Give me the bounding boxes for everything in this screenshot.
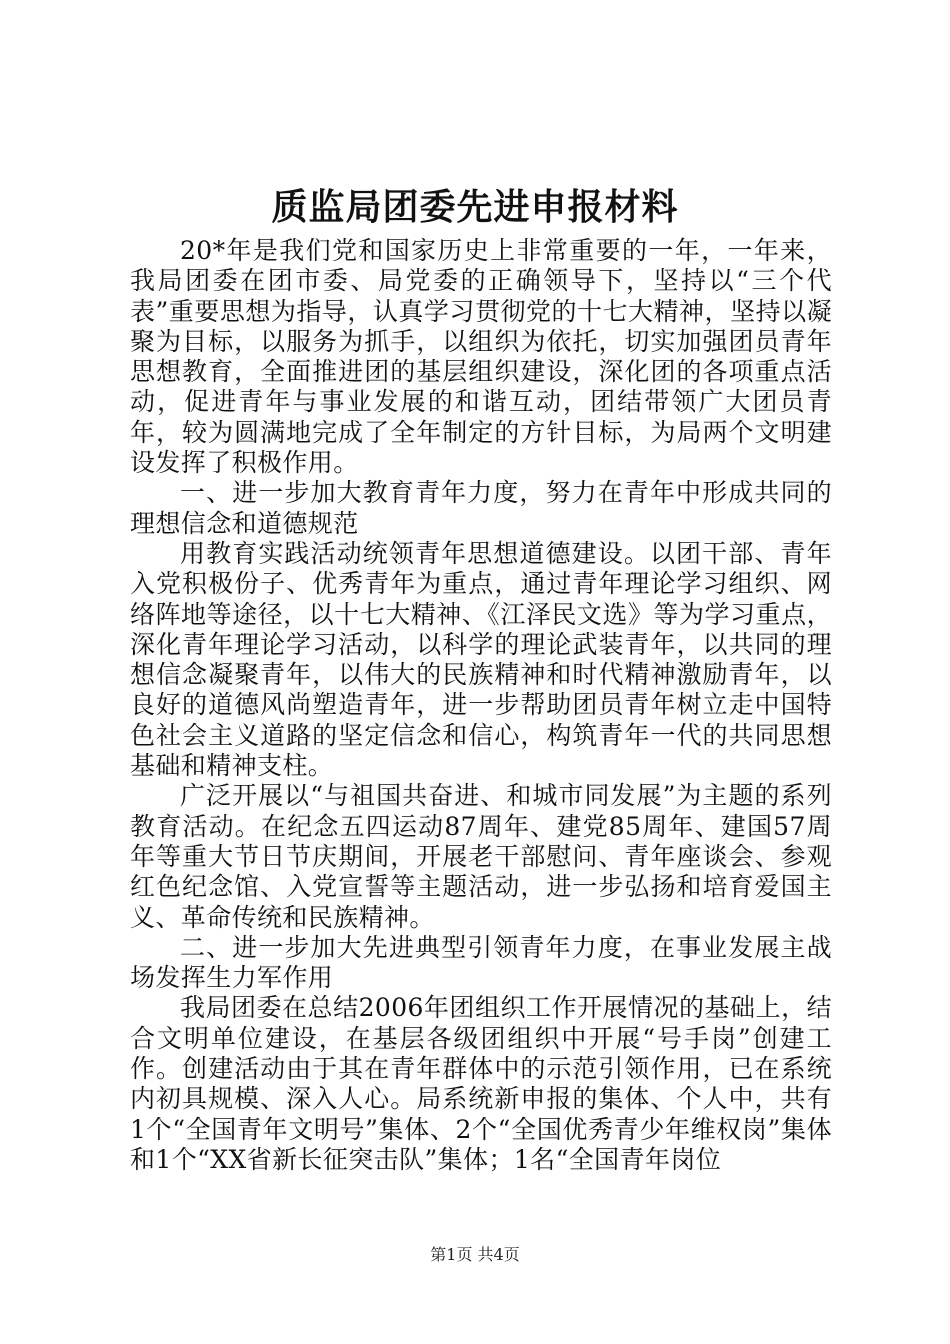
- body-paragraph: 用教育实践活动统领青年思想道德建设。以团干部、青年入党积极份子、优秀青年为重点，通过青年理论学习组织、网络阵地等途径，以十七大精神、《江泽民文选》等为学习重点，深化青年理论学习活动，以科学的理论武装青年，以共同的理想信念凝聚青年，以伟大的民族精神和时代精神激励青年，以良好的道德风尚塑造青年，进一步帮助团员青年树立走中国特色社会主义道路的坚定信念和信心，构筑青年一代的共同思想基础和精神支柱。: [130, 538, 832, 781]
- intro-paragraph: 20*年是我们党和国家历史上非常重要的一年，一年来，我局团委在团市委、局党委的正确领导下，坚持以“三个代表”重要思想为指导，认真学习贯彻党的十七大精神，坚持以凝聚为目标，以服务为抓手，以组织为依托，切实加强团员青年思想教育，全面推进团的基层组织建设，深化团的各项重点活动，促进青年与事业发展的和谐互动，团结带领广大团员青年，较为圆满地完成了全年制定的方针目标，为局两个文明建设发挥了积极作用。: [130, 236, 832, 478]
- body-paragraph: 我局团委在总结2006年团组织工作开展情况的基础上，结合文明单位建设，在基层各级团组织中开展“号手岗”创建工作。创建活动由于其在青年群体中的示范引领作用，已在系统内初具规模、深入人心。局系统新申报的集体、个人中，共有1个“全国青年文明号”集体、2个“全国优秀青少年维权岗”集体和1个“XX省新长征突击队”集体；1名“全国青年岗位: [130, 993, 832, 1174]
- section-heading-two: 二、进一步加大先进典型引领青年力度，在事业发展主战场发挥生力军作用: [130, 932, 832, 993]
- document-body: [130, 236, 832, 1175]
- document-title: 质监局团委先进申报材料: [271, 186, 679, 228]
- body-paragraph: 广泛开展以“与祖国共奋进、和城市同发展”为主题的系列教育活动。在纪念五四运动87周年、建党85周年、建国57周年等重大节日节庆期间，开展老干部慰问、青年座谈会、参观红色纪念馆、入党宣誓等主题活动，进一步弘扬和培育爱国主义、革命传统和民族精神。: [130, 781, 832, 932]
- section-heading-one: 一、进一步加大教育青年力度，努力在青年中形成共同的理想信念和道德规范: [130, 478, 832, 538]
- page-number-footer: 第1页 共4页: [430, 1245, 520, 1264]
